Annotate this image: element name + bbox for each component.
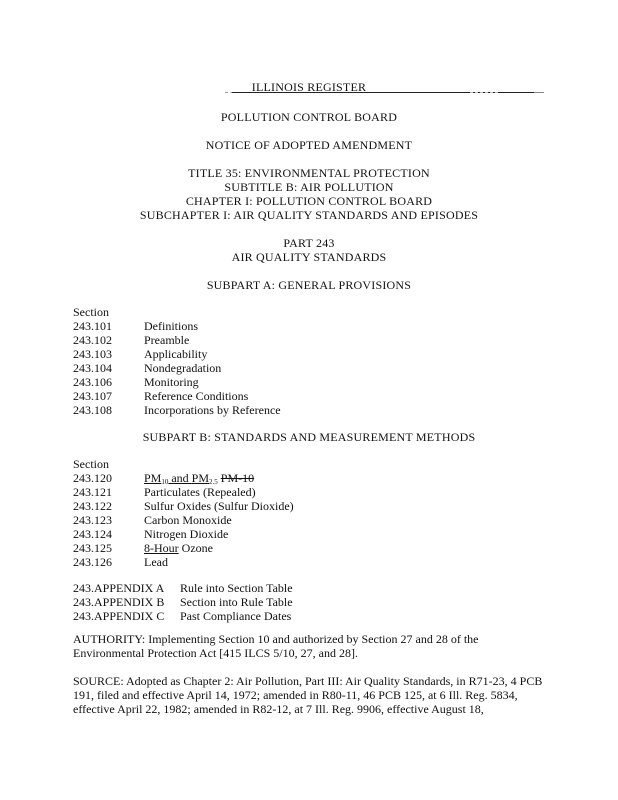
part-name: AIR QUALITY STANDARDS [231,250,387,264]
source-paragraph: SOURCE: Adopted as Chapter 2: Air Pollution, Part III: Air Quality Standards, in R71-23, 4 PCB 191, filed and effective April 14, 1972; amended in R80-11, 46 PCB 125, at 6 Ill. Reg. 5834, effective April 22, 1982; amended in R82-12, at 7 Ill. Reg. 9906, effective August 18, [73,674,543,716]
part-number: PART 243 [283,236,335,250]
notice-heading: NOTICE OF ADOPTED AMENDMENT [205,138,413,152]
header-rule-far [534,92,544,93]
section-label: Section [73,305,109,319]
eight-hour-inserted: 8-Hour [144,541,179,555]
subpart-b-heading: SUBPART B: STANDARDS AND MEASUREMENT METHODS [142,430,476,444]
subtitle-line: SUBTITLE B: AIR POLLUTION [224,180,394,194]
title-line: TITLE 35: ENVIRONMENTAL PROTECTION [188,166,430,180]
document-page: ILLINOIS REGISTER POLLUTION CONTROL BOARD NOTICE OF ADOPTED AMENDMENT TITLE 35: ENVIRONMENTAL PROTECTION SUBTITLE B: AIR POLLUTION CHAPTER I: POLLUTION CONTROL BOARD SUBCHAPTER I: AIR QUALITY STANDARDS AND EPISODES PART 243 AIR QUALITY STANDARDS SUBPART A: GENERAL PROVISIONS Section 243.101 Definitions 243.102 Preamble 243.103 Applicability 243.104 Nondegradation 243.106 Monitoring 243.107 Reference Conditions 243.108 Incorporations by Reference SUBPART B: STANDARDS AND MEASUREMENT METHODS Section 243.120 $PM_{10}$ and $PM_{2.5}$ PM-10 243.121 Particulates (Repealed) 243.122 Sulfur Oxides (Sulfur Dioxide) 243.123 Carbon Monoxide 243.124 Nitrogen Dioxide 243.125 8-Hour Ozone 243.126 Lead 243.APPENDIX A Rule into Section Table 243.APPENDIX B Section into Rule Table 243.APPENDIX C Past Compliance Dates AUTHORITY: Implementing Section 10 and authorized by Section 27 and 28 of the Environmental Protection Act [415 ILCS 5/10, 27, and 28]. SOURCE: Adopted as Chapter 2: Air Pollution, Part III: Air Quality Standards, in R71-23, 4 PCB 191, filed and effective April 14, 1972; amended in R80-11, 46 PCB 125, at 6 Ill. Reg. 5834, effective April 22, 1982; amended in R82-12, at 7 Ill. Reg. 9906, effective August 18, [0,0,618,800]
section-label: Section [73,457,109,471]
register-header: ILLINOIS REGISTER [251,80,367,94]
subpart-a-heading: SUBPART A: GENERAL PROVISIONS [206,278,412,292]
authority-paragraph: AUTHORITY: Implementing Section 10 and authorized by Section 27 and 28 of the Environmental Protection Act [415 ILCS 5/10, 27, and 28]. [73,632,479,660]
subchapter-line: SUBCHAPTER I: AIR QUALITY STANDARDS AND EPISODES [139,208,479,222]
header-rule-right [470,92,498,93]
pm10-inserted: $PM_{10}$ and $PM_{2.5}$ [144,471,218,486]
pm10-deleted: PM-10 [220,471,255,485]
chapter-line: CHAPTER I: POLLUTION CONTROL BOARD [185,194,433,208]
board-name: POLLUTION CONTROL BOARD [220,110,398,124]
